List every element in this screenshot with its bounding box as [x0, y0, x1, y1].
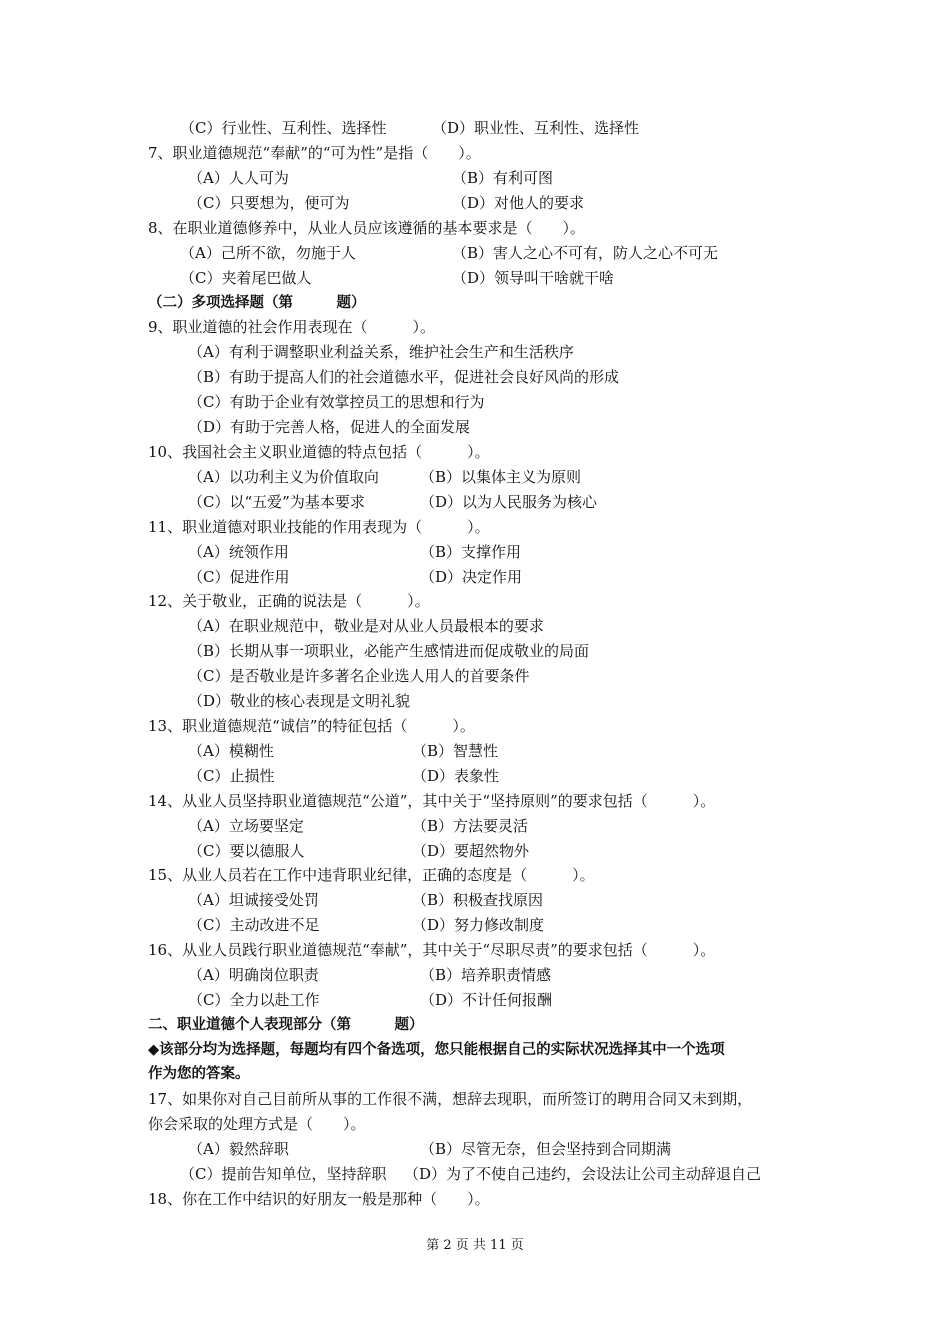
option-d: （D）领导叫干啥就干啥	[452, 269, 615, 287]
section-heading: （二）多项选择题（第 题）	[148, 295, 366, 311]
option-b: （B）有利可图	[452, 169, 554, 187]
option-c: （C）只要想为，便可为	[188, 194, 350, 212]
option-b: （B）积极查找原因	[412, 891, 544, 909]
option-d: （D）不计任何报酬	[420, 991, 553, 1009]
part-heading: 二、职业道德个人表现部分（第 题）	[148, 1017, 424, 1033]
option-c: （C）以“五爱”为基本要求	[188, 493, 365, 511]
question-16: 16、从业人员践行职业道德规范“奉献”，其中关于“尽职尽责”的要求包括（ ）。	[148, 941, 716, 959]
option-c: （C）行业性、互利性、选择性	[180, 119, 387, 137]
option-a: （A）以功利主义为价值取向	[188, 468, 379, 486]
option-d: （D）努力修改制度	[412, 916, 545, 934]
option-b: （B）智慧性	[412, 742, 499, 760]
option-c: （C）要以德服人	[188, 842, 305, 860]
question-14: 14、从业人员坚持职业道德规范“公道”，其中关于“坚持原则”的要求包括（ ）。	[148, 792, 716, 810]
question-8: 8、在职业道德修养中，从业人员应该遵循的基本要求是（ ）。	[148, 219, 586, 237]
option-d: （D）职业性、互利性、选择性	[432, 119, 640, 137]
option-d: （D）表象性	[412, 767, 500, 785]
option-a: （A）统领作用	[188, 543, 289, 561]
page-number: 第 2 页 共 11 页	[426, 1238, 524, 1253]
question-12: 12、关于敬业，正确的说法是（ ）。	[148, 592, 430, 610]
question-18: 18、你在工作中结识的好朋友一般是那种（ ）。	[148, 1190, 490, 1208]
option-a: （A）有利于调整职业利益关系，维护社会生产和生活秩序	[188, 343, 574, 361]
option-c: （C）提前告知单位，坚持辞职	[180, 1165, 387, 1183]
option-d: （D）对他人的要求	[452, 194, 585, 212]
option-d: （D）为了不使自己违约，会设法让公司主动辞退自己	[404, 1165, 762, 1183]
question-15: 15、从业人员若在工作中违背职业纪律，正确的态度是（ ）。	[148, 866, 595, 884]
question-17: 17、如果你对自己目前所从事的工作很不满，想辞去现职，而所签订的聘用合同又未到期，	[148, 1090, 753, 1108]
option-d: （D）要超然物外	[412, 842, 530, 860]
option-d: （D）敬业的核心表现是文明礼貌	[188, 692, 411, 710]
question-7: 7、职业道德规范“奉献”的“可为性”是指（ ）。	[148, 144, 481, 162]
option-b: （B）支撑作用	[420, 543, 522, 561]
option-b: （B）害人之心不可有，防人之心不可无	[452, 244, 719, 262]
option-c: （C）主动改进不足	[188, 916, 320, 934]
option-c: （C）有助于企业有效掌控员工的思想和行为	[188, 393, 485, 411]
option-b: （B）长期从事一项职业，必能产生感情进而促成敬业的局面	[188, 642, 590, 660]
option-a: （A）立场要坚定	[188, 817, 304, 835]
option-a: （A）明确岗位职责	[188, 966, 319, 984]
question-9: 9、职业道德的社会作用表现在（ ）。	[148, 318, 436, 336]
option-d: （D）以为人民服务为核心	[420, 493, 598, 511]
option-b: （B）有助于提高人们的社会道德水平，促进社会良好风尚的形成	[188, 368, 620, 386]
option-d: （D）决定作用	[420, 568, 523, 586]
question-17-continued: 你会采取的处理方式是（ ）。	[148, 1115, 366, 1133]
option-b: （B）尽管无奈，但会坚持到合同期满	[420, 1140, 672, 1158]
option-a: （A）人人可为	[188, 169, 289, 187]
option-d: （D）有助于完善人格，促进人的全面发展	[188, 418, 471, 436]
option-c: （C）夹着尾巴做人	[180, 269, 312, 287]
question-10: 10、我国社会主义职业道德的特点包括（ ）。	[148, 443, 490, 461]
option-a: （A）坦诚接受处罚	[188, 891, 319, 909]
question-13: 13、职业道德规范“诚信”的特征包括（ ）。	[148, 717, 475, 735]
instructions-line: 作为您的答案。	[148, 1066, 250, 1082]
option-a: （A）在职业规范中，敬业是对从业人员最根本的要求	[188, 617, 544, 635]
option-c: （C）全力以赴工作	[188, 991, 320, 1009]
option-b: （B）培养职责情感	[420, 966, 552, 984]
option-a: （A）己所不欲，勿施于人	[180, 244, 356, 262]
question-11: 11、职业道德对职业技能的作用表现为（ ）。	[148, 518, 490, 536]
option-b: （B）方法要灵活	[412, 817, 529, 835]
instructions-line: ◆该部分均为选择题，每题均有四个备选项，您只能根据自己的实际状况选择其中一个选项	[148, 1042, 725, 1058]
option-a: （A）毅然辞职	[188, 1140, 289, 1158]
option-c: （C）止损性	[188, 767, 275, 785]
option-c: （C）促进作用	[188, 568, 290, 586]
option-c: （C）是否敬业是许多著名企业选人用人的首要条件	[188, 667, 530, 685]
option-a: （A）模糊性	[188, 742, 274, 760]
option-b: （B）以集体主义为原则	[420, 468, 582, 486]
